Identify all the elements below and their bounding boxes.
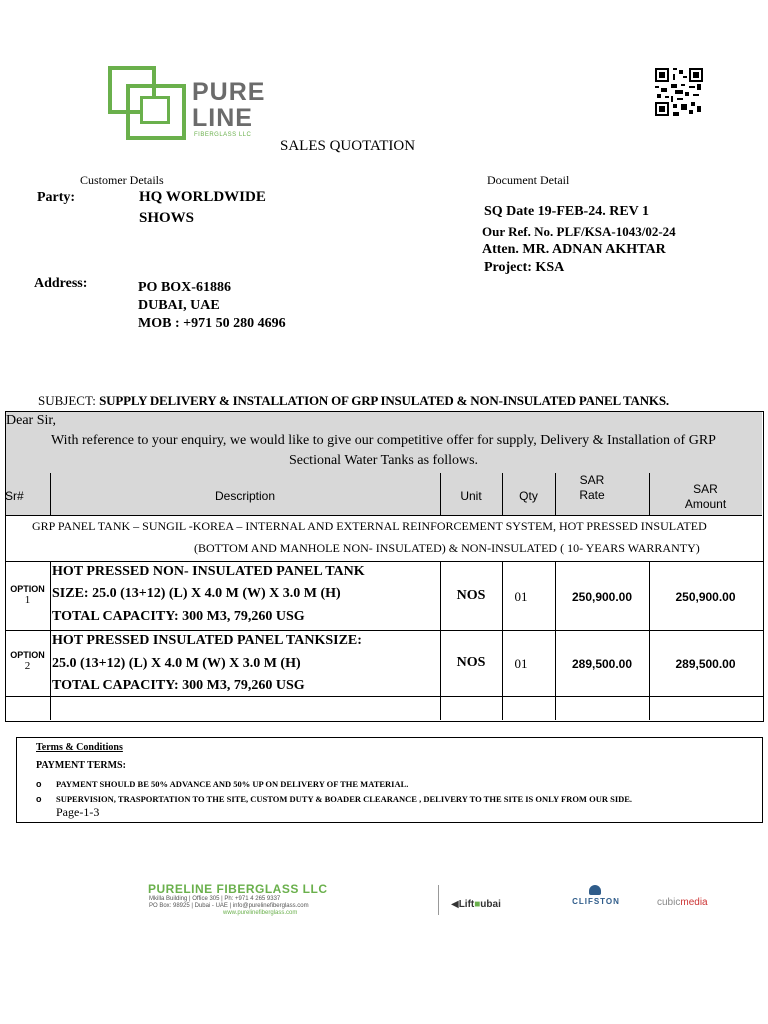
row2-rate: 289,500.00 — [571, 657, 633, 671]
row2-desc-line3: TOTAL CAPACITY: 300 M3, 79,260 USG — [52, 678, 305, 693]
partner-clifston-logo — [557, 885, 635, 913]
row1-size: SIZE: 25.0 (13+12) (L) X 4.0 M (W) X 3.0 M (H) — [52, 586, 341, 601]
terms-item-payment: PAYMENT SHOULD BE 50% ADVANCE AND 50% UP ON DELIVERY OF THE MATERIAL. — [56, 779, 409, 789]
address-label: Address: — [34, 276, 88, 291]
address-line3: MOB : +971 50 280 4696 — [138, 316, 286, 331]
partner-cubicmedia-logo — [657, 897, 708, 908]
page-title: SALES QUOTATION — [280, 138, 416, 154]
row1-desc-line1: HOT PRESSED NON- INSULATED PANEL TANK — [52, 564, 365, 579]
qr-code-icon — [655, 68, 703, 116]
greeting: Dear Sir, — [6, 413, 56, 428]
terms-item-supervision: SUPERVISION, TRASPORTATION TO THE SITE, CUSTOM DUTY & BOADER CLEARANCE , DELIVERY TO THE SITE IS ONLY FROM OUR SIDE. — [56, 794, 633, 804]
footer-divider — [438, 885, 439, 915]
project: Project: KSA — [484, 260, 565, 275]
footer-address-line1: Mkilla Building | Office 305 | Ph: +971 4 265 9337 — [149, 896, 281, 902]
option-label: OPTION — [10, 584, 45, 594]
payment-terms-label: PAYMENT TERMS: — [36, 760, 126, 771]
row2-amount: 289,500.00 — [675, 657, 736, 671]
page-number: Page-1-3 — [56, 805, 100, 819]
partner-liftdubai-text2: ubai — [480, 899, 501, 910]
row1-option — [5, 584, 50, 606]
our-ref: Our Ref. No. PLF/KSA-1043/02-24 — [482, 224, 676, 239]
intro-line1: With reference to your enquiry, we would like to give our competitive offer for supply, Delivery & Installation of GRP — [51, 433, 716, 448]
bullet-icon: o — [36, 779, 42, 789]
footer — [145, 880, 745, 920]
atten: Atten. MR. ADNAN AKHTAR — [482, 242, 666, 257]
address-line1: PO BOX-61886 — [138, 280, 231, 295]
address-line2: DUBAI, UAE — [138, 298, 220, 313]
logo-word-line: LINE — [192, 104, 253, 132]
spec-line1: GRP PANEL TANK – SUNGIL -KOREA – INTERNAL AND EXTERNAL REINFORCEMENT SYSTEM, HOT PRESSED INSULATED — [32, 519, 707, 533]
terms-title: Terms & Conditions — [36, 742, 123, 753]
col-header-amount-currency: SAR — [693, 482, 718, 496]
party-label: Party: — [37, 190, 76, 205]
bullet-icon: o — [36, 794, 42, 804]
company-logo — [106, 64, 276, 142]
footer-address-line2: PO Box: 98925 | Dubai - UAE | info@purelinefiberglass.com — [149, 903, 309, 909]
col-header-sr: Sr# — [5, 489, 24, 503]
party-name-line1: HQ WORLDWIDE — [139, 189, 266, 205]
crest-icon — [589, 885, 601, 895]
spec-line2: (BOTTOM AND MANHOLE NON- INSULATED) & NON-INSULATED ( 10- YEARS WARRANTY) — [194, 541, 700, 555]
footer-company: PURELINE FIBERGLASS LLC — [148, 882, 328, 896]
row2-qty: 01 — [514, 656, 528, 671]
partner-liftdubai-text1: Lift — [458, 899, 475, 910]
partner-media-text: media — [680, 897, 708, 908]
option-number: 1 — [24, 594, 31, 606]
row1-amount: 250,900.00 — [675, 590, 736, 604]
party-name-line2: SHOWS — [139, 210, 195, 226]
row1-unit: NOS — [456, 588, 486, 603]
row1-desc-line2 — [52, 586, 341, 602]
col-header-unit: Unit — [460, 489, 482, 503]
row2-desc-line1: HOT PRESSED INSULATED PANEL TANKSIZE: — [52, 633, 362, 648]
partner-cubic-text: cubic — [657, 897, 681, 908]
row1-qty: 01 — [514, 589, 528, 604]
col-header-amount: Amount — [684, 497, 727, 511]
row1-rate: 250,900.00 — [571, 590, 633, 604]
customer-details-label: Customer Details — [80, 173, 164, 187]
logo-word-pure: PURE — [192, 78, 266, 106]
sq-date: SQ Date 19-FEB-24. REV 1 — [484, 204, 650, 219]
partner-clifston-text: CLIFSTON — [572, 897, 620, 906]
option-label: OPTION — [10, 650, 45, 660]
row1-desc-line3: TOTAL CAPACITY: 300 M3, 79,260 USG — [52, 609, 305, 624]
option-number: 2 — [24, 660, 31, 672]
intro-line2: Sectional Water Tanks as follows. — [288, 453, 479, 468]
partner-liftdubai-logo: ◀Lift■ubai — [451, 899, 501, 910]
col-header-description: Description — [214, 489, 276, 503]
col-header-rate: Rate — [579, 488, 605, 502]
subject-label: SUBJECT: — [38, 393, 96, 408]
logo-square-icon — [140, 96, 170, 124]
logo-tagline: FIBERGLASS LLC — [194, 132, 252, 138]
row2-option — [5, 650, 50, 672]
col-header-qty: Qty — [519, 489, 538, 503]
row2-unit: NOS — [456, 655, 486, 670]
row2-desc-line2: 25.0 (13+12) (L) X 4.0 M (W) X 3.0 M (H) — [52, 656, 301, 671]
subject-line — [38, 393, 669, 409]
footer-website: www.purelinefiberglass.com — [223, 910, 298, 916]
col-header-rate-currency: SAR — [579, 473, 605, 487]
document-detail-label: Document Detail — [487, 173, 570, 187]
subject-text: SUPPLY DELIVERY & INSTALLATION OF GRP INSULATED & NON-INSULATED PANEL TANKS. — [99, 393, 669, 408]
